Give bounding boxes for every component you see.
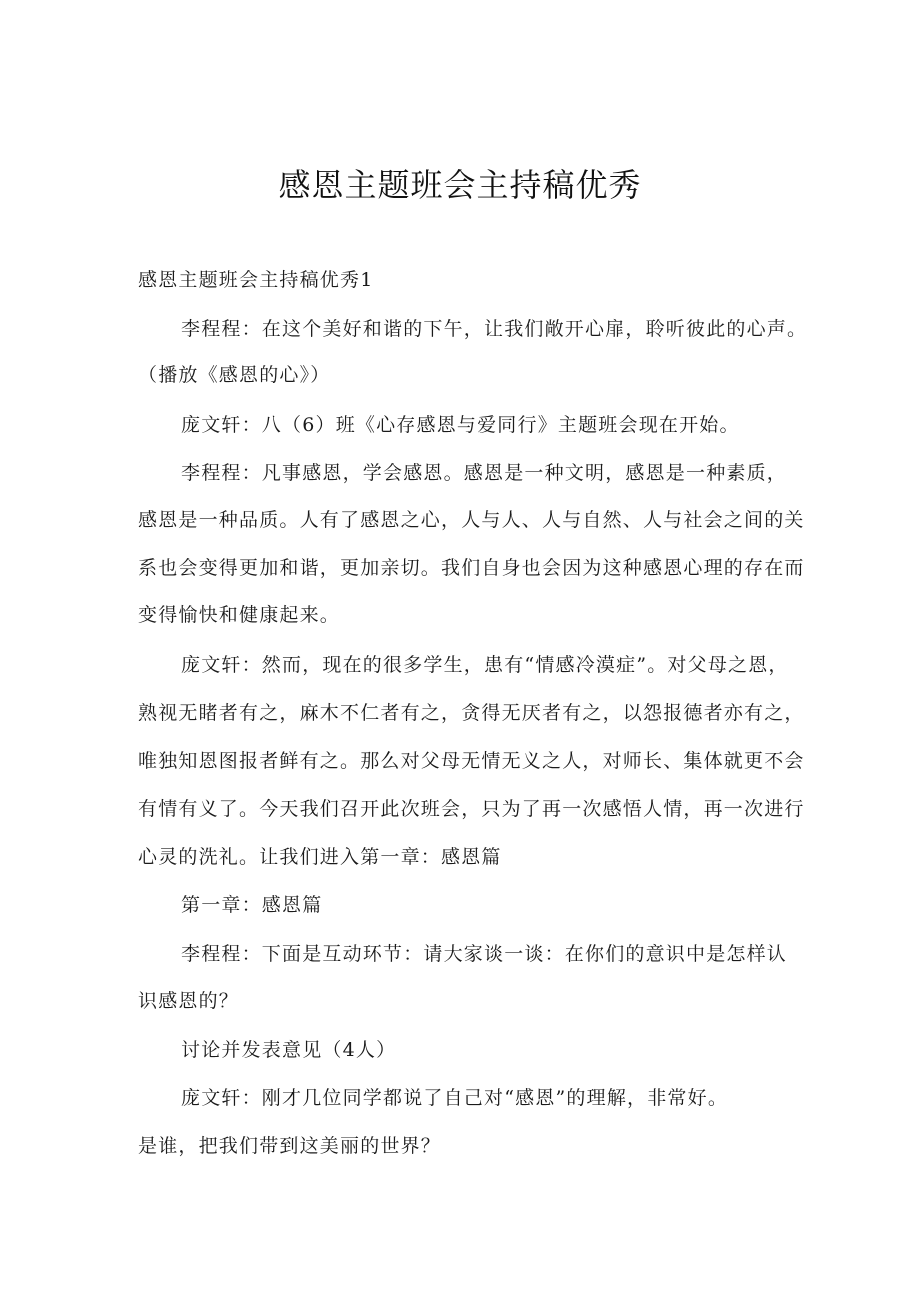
paragraph-line: 李程程：凡事感恩，学会感恩。感恩是一种文明，感恩是一种素质， <box>181 462 788 484</box>
paragraph-line: 变得愉快和健康起来。 <box>138 604 341 626</box>
paragraph-line: 感恩是一种品质。人有了感恩之心，人与人、人与自然、人与社会之间的关 <box>138 509 805 531</box>
paragraph-line: 系也会变得更加和谐，更加亲切。我们自身也会因为这种感恩心理的存在而 <box>138 557 805 579</box>
paragraph-line: 识感恩的？ <box>138 990 240 1012</box>
paragraph-line: 唯独知恩图报者鲜有之。那么对父母无情无义之人，对师长、集体就更不会 <box>138 750 805 772</box>
paragraph-line: 李程程：在这个美好和谐的下午，让我们敞开心扉，聆听彼此的心声。 <box>181 318 808 340</box>
paragraph-line: 心灵的洗礼。让我们进入第一章：感恩篇 <box>138 846 502 868</box>
paragraph-line: 熟视无睹者有之，麻木不仁者有之，贪得无厌者有之，以怨报德者亦有之， <box>138 702 805 724</box>
section-heading: 感恩主题班会主持稿优秀1 <box>138 269 374 291</box>
paragraph-line: 庞文轩：刚才几位同学都说了自己对“感恩”的理解，非常好。 <box>181 1087 729 1109</box>
document-title: 感恩主题班会主持稿优秀 <box>278 166 642 204</box>
paragraph-line: 有情有义了。今天我们召开此次班会，只为了再一次感悟人情，再一次进行 <box>138 798 805 820</box>
paragraph-line: 李程程：下面是互动环节：请大家谈一谈：在你们的意识中是怎样认 <box>181 943 788 965</box>
paragraph-line: 讨论并发表意见（4人） <box>181 1039 397 1061</box>
chapter-heading: 第一章：感恩篇 <box>181 894 323 916</box>
paragraph-line: 是谁，把我们带到这美丽的世界？ <box>138 1135 442 1157</box>
paragraph-line: 庞文轩：八（6）班《心存感恩与爱同行》主题班会现在开始。 <box>181 414 740 436</box>
paragraph-line: 庞文轩：然而，现在的很多学生，患有“情感冷漠症”。对父母之恩， <box>181 654 789 676</box>
paragraph-line: （播放《感恩的心》） <box>138 364 331 386</box>
